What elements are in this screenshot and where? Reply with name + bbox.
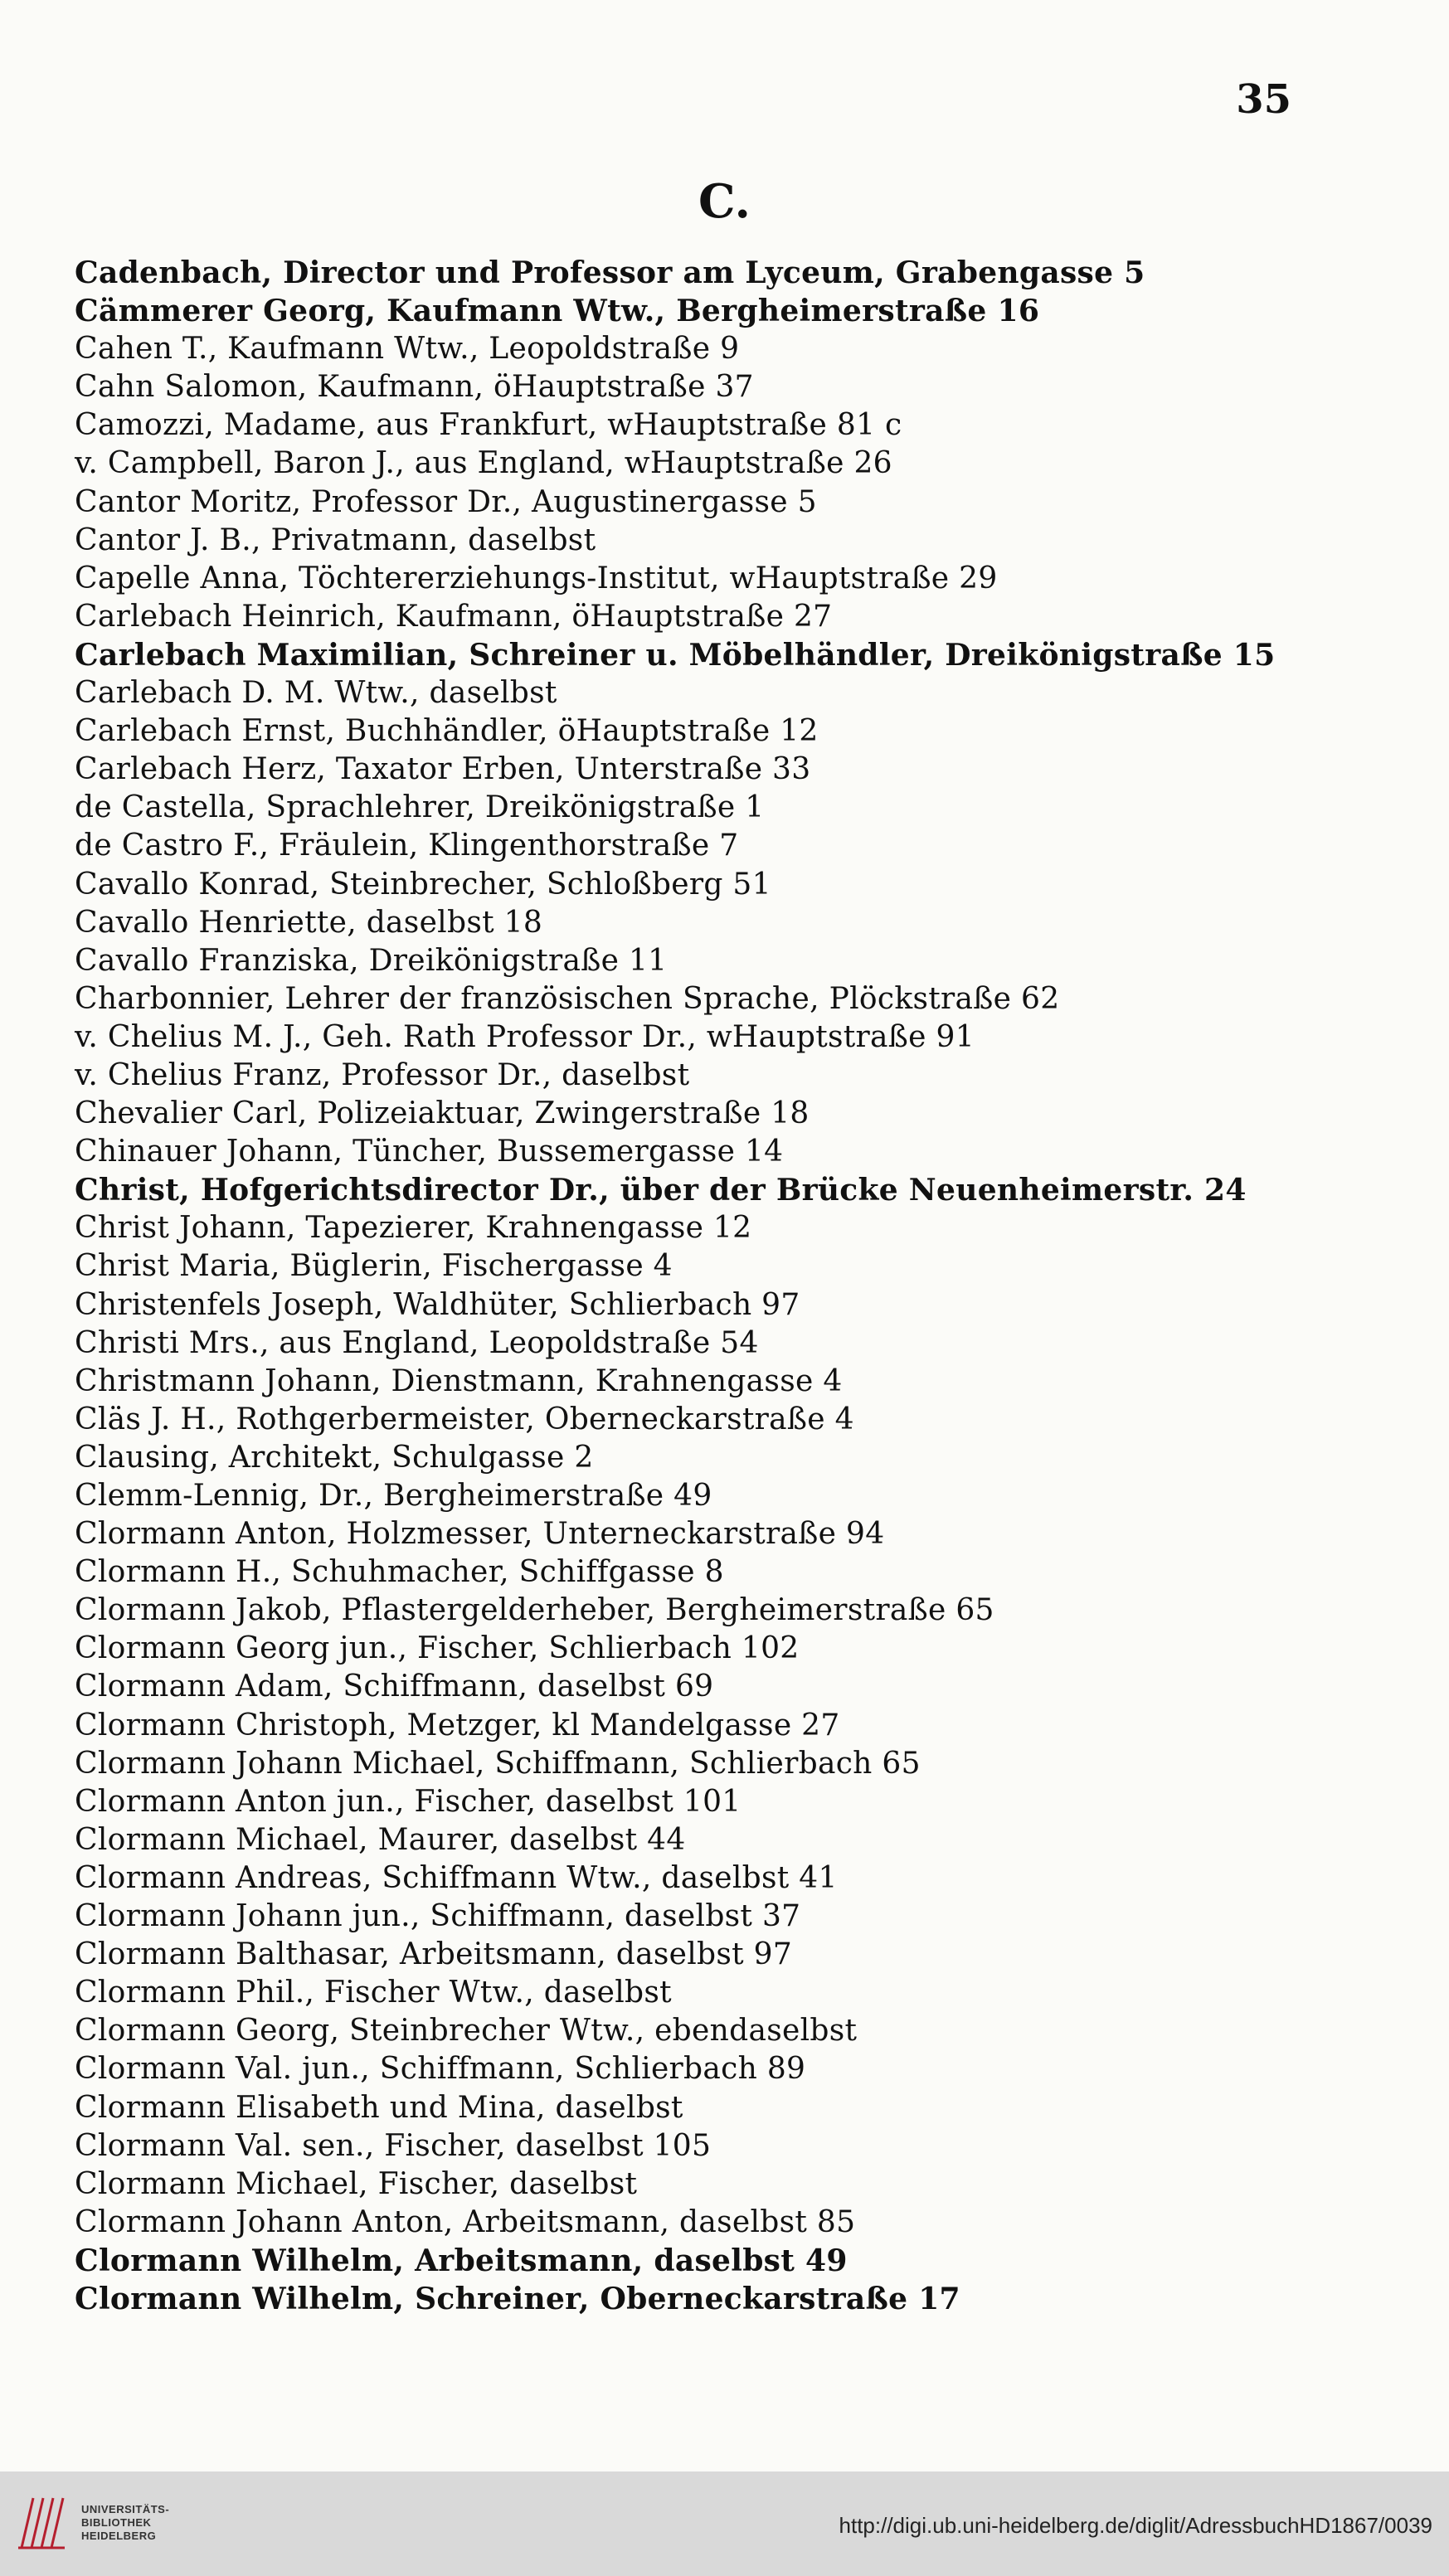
directory-entry: Clormann Balthasar, Arbeitsmann, daselbst 97 (75, 1937, 793, 1972)
logo-line: BIBLIOTHEK (81, 2516, 152, 2529)
directory-entry: de Castella, Sprachlehrer, Dreikönigstraße 1 (75, 790, 765, 825)
source-url-link[interactable]: http://digi.ub.uni-heidelberg.de/diglit/AdressbuchHD1867/0039 (839, 2513, 1432, 2538)
section-letter-heading: C. (698, 174, 751, 229)
directory-entry: Clormann Johann jun., Schiffmann, daselbst 37 (75, 1899, 801, 1934)
directory-entry: Christ Maria, Büglerin, Fischergasse 4 (75, 1249, 673, 1284)
viewer-footer (0, 2472, 1449, 2576)
directory-entries (75, 254, 1385, 2318)
directory-entry: Clormann Wilhelm, Arbeitsmann, daselbst 49 (75, 2243, 848, 2278)
directory-entry: Clormann Georg, Steinbrecher Wtw., ebendaselbst (75, 2014, 858, 2049)
directory-entry: Clormann Michael, Maurer, daselbst 44 (75, 1822, 686, 1857)
directory-entry: Clormann H., Schuhmacher, Schiffgasse 8 (75, 1555, 724, 1590)
directory-entry: Cahen T., Kaufmann Wtw., Leopoldstraße 9 (75, 332, 740, 367)
directory-entry: Clormann Andreas, Schiffmann Wtw., daselbst 41 (75, 1860, 838, 1895)
directory-entry: Christenfels Joseph, Waldhüter, Schlierbach 97 (75, 1287, 800, 1322)
directory-entry: v. Chelius M. J., Geh. Rath Professor Dr., wHauptstraße 91 (75, 1019, 975, 1054)
library-logo[interactable] (15, 2488, 189, 2559)
directory-entry: Clausing, Architekt, Schulgasse 2 (75, 1440, 594, 1475)
directory-entry: Clormann Christoph, Metzger, kl Mandelgasse 27 (75, 1708, 840, 1742)
directory-entry: Clormann Anton jun., Fischer, daselbst 101 (75, 1784, 742, 1819)
logo-line: HEIDELBERG (81, 2530, 157, 2542)
directory-entry: Carlebach Ernst, Buchhändler, öHauptstraße 12 (75, 714, 819, 749)
directory-entry: Cavallo Franziska, Dreikönigstraße 11 (75, 943, 668, 978)
directory-entry: Carlebach D. M. Wtw., daselbst (75, 676, 557, 711)
directory-entry: Camozzi, Madame, aus Frankfurt, wHauptstraße 81 c (75, 408, 902, 443)
directory-entry: Chevalier Carl, Polizeiaktuar, Zwingerstraße 18 (75, 1096, 810, 1131)
directory-entry: Carlebach Herz, Taxator Erben, Unterstraße 33 (75, 752, 811, 787)
directory-entry: v. Chelius Franz, Professor Dr., daselbst (75, 1057, 690, 1092)
directory-entry: Clormann Michael, Fischer, daselbst (75, 2166, 638, 2201)
directory-entry: Christi Mrs., aus England, Leopoldstraße 54 (75, 1325, 759, 1360)
library-logo-text (81, 2503, 169, 2543)
directory-entry: Clormann Johann Anton, Arbeitsmann, daselbst 85 (75, 2204, 856, 2239)
directory-entry: Clemm-Lennig, Dr., Bergheimerstraße 49 (75, 1479, 712, 1513)
directory-entry: Cavallo Konrad, Steinbrecher, Schloßberg 51 (75, 867, 771, 902)
directory-entry: Clormann Adam, Schiffmann, daselbst 69 (75, 1670, 714, 1704)
directory-entry: Charbonnier, Lehrer der französischen Sprache, Plöckstraße 62 (75, 981, 1060, 1016)
directory-entry: Clormann Val. jun., Schiffmann, Schlierbach 89 (75, 2052, 806, 2087)
directory-entry: v. Campbell, Baron J., aus England, wHauptstraße 26 (75, 446, 892, 481)
directory-entry: Cantor J. B., Privatmann, daselbst (75, 522, 596, 557)
directory-entry: Cadenbach, Director und Professor am Lyceum, Grabengasse 5 (75, 255, 1145, 290)
directory-entry: Christ, Hofgerichtsdirector Dr., über der Brücke Neuenheimerstr. 24 (75, 1173, 1247, 1208)
directory-entry: Cläs J. H., Rothgerbermeister, Oberneckarstraße 4 (75, 1402, 854, 1436)
directory-entry: Cantor Moritz, Professor Dr., Augustinergasse 5 (75, 484, 817, 519)
directory-entry: Christmann Johann, Dienstmann, Krahnengasse 4 (75, 1363, 843, 1398)
directory-entry: Capelle Anna, Töchtererziehungs-Institut, wHauptstraße 29 (75, 561, 998, 595)
directory-entry: Clormann Anton, Holzmesser, Unterneckarstraße 94 (75, 1517, 885, 1552)
directory-entry: Clormann Elisabeth und Mina, daselbst (75, 2090, 683, 2125)
directory-entry: Clormann Val. sen., Fischer, daselbst 105 (75, 2128, 712, 2163)
directory-entry: Clormann Wilhelm, Schreiner, Oberneckarstraße 17 (75, 2281, 960, 2316)
directory-entry: Chinauer Johann, Tüncher, Bussemergasse 14 (75, 1135, 784, 1169)
directory-entry: Cavallo Henriette, daselbst 18 (75, 905, 543, 940)
directory-entry: Clormann Georg jun., Fischer, Schlierbach 102 (75, 1631, 800, 1666)
page-number: 35 (1236, 76, 1291, 123)
directory-entry: Clormann Phil., Fischer Wtw., daselbst (75, 1976, 672, 2010)
directory-entry: Cahn Salomon, Kaufmann, öHauptstraße 37 (75, 370, 754, 405)
directory-entry: Christ Johann, Tapezierer, Krahnengasse 12 (75, 1211, 752, 1246)
library-logo-icon (15, 2490, 71, 2556)
logo-line: UNIVERSITÄTS- (81, 2503, 170, 2515)
directory-entry: Clormann Jakob, Pflastergelderheber, Bergheimerstraße 65 (75, 1593, 994, 1628)
directory-entry: Cämmerer Georg, Kaufmann Wtw., Bergheimerstraße 16 (75, 294, 1040, 329)
directory-entry: de Castro F., Fräulein, Klingenthorstraße 7 (75, 829, 739, 863)
directory-entry: Carlebach Maximilian, Schreiner u. Möbelhändler, Dreikönigstraße 15 (75, 637, 1276, 673)
directory-entry: Carlebach Heinrich, Kaufmann, öHauptstraße 27 (75, 599, 833, 634)
directory-entry: Clormann Johann Michael, Schiffmann, Schlierbach 65 (75, 1746, 921, 1781)
